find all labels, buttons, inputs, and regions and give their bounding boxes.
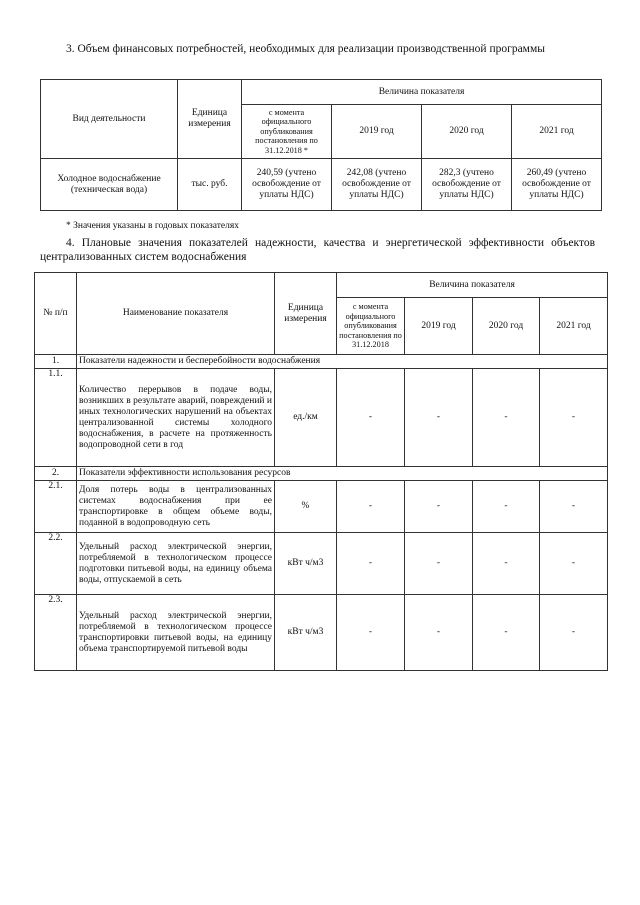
col-name-header: Наименование показателя xyxy=(77,273,275,355)
value-cell: - xyxy=(405,595,473,671)
row-num: 2.3. xyxy=(35,595,77,671)
table-row xyxy=(35,595,608,671)
table-row xyxy=(35,533,608,595)
period-header: с момента официального опубликования постановления по 31.12.2018 xyxy=(337,298,405,355)
row-num: 2.2. xyxy=(35,533,77,595)
period-header: 2019 год xyxy=(332,105,422,159)
table-row xyxy=(35,369,608,467)
unit-cell: ед./км xyxy=(275,369,337,467)
value-cell: 240,59 (учтено освобождение от уплаты НДС) xyxy=(242,159,332,211)
value-cell: - xyxy=(473,533,540,595)
period-header: 2021 год xyxy=(512,105,602,159)
indicator-name: Количество перерывов в подаче воды, возникших в результате аварий, повреждений и иных технологических нарушений на объектах централизованной системы холодного водоснабжения, в расчете на протяженность водопроводной сети в год xyxy=(77,369,275,467)
unit-cell: кВт ч/м3 xyxy=(275,595,337,671)
section4-heading: 4. Плановые значения показателей надежности, качества и энергетической эффективности объектов централизованных систем водоснабжения xyxy=(40,237,595,263)
value-cell: - xyxy=(473,369,540,467)
value-cell: - xyxy=(337,369,405,467)
value-cell: - xyxy=(405,369,473,467)
value-cell: - xyxy=(473,595,540,671)
value-cell: - xyxy=(337,481,405,533)
indicator-name: Доля потерь воды в централизованных системах водоснабжения при ее транспортировке в общем объеме воды, поданной в водопроводную сеть xyxy=(77,481,275,533)
group-title: Показатели надежности и бесперебойности водоснабжения xyxy=(77,355,608,369)
value-cell: - xyxy=(405,533,473,595)
table-row xyxy=(41,159,602,211)
group-title: Показатели эффективности использования ресурсов xyxy=(77,467,608,481)
period-header: 2020 год xyxy=(422,105,512,159)
group-num: 1. xyxy=(35,355,77,369)
section3-heading: 3. Объем финансовых потребностей, необходимых для реализации производственной программы xyxy=(66,43,545,55)
col-unit-header: Единица измерения xyxy=(275,273,337,355)
row-num: 1.1. xyxy=(35,369,77,467)
value-cell: 242,08 (учтено освобождение от уплаты НДС) xyxy=(332,159,422,211)
period-header: с момента официального опубликования постановления по 31.12.2018 * xyxy=(242,105,332,159)
value-group-header: Величина показателя xyxy=(337,273,608,298)
indicator-name: Удельный расход электрической энергии, потребляемой в технологическом процессе транспортировки питьевой воды, на единицу объема транспортируемой питьевой воды xyxy=(77,595,275,671)
group-row xyxy=(35,355,608,369)
value-group-header: Величина показателя xyxy=(242,80,602,105)
period-header: 2020 год xyxy=(473,298,540,355)
unit-cell: тыс. руб. xyxy=(178,159,242,211)
value-cell: - xyxy=(337,595,405,671)
table-row xyxy=(35,481,608,533)
indicators-table xyxy=(34,272,608,671)
value-cell: - xyxy=(540,533,608,595)
value-cell: 260,49 (учтено освобождение от уплаты НДС) xyxy=(512,159,602,211)
unit-cell: кВт ч/м3 xyxy=(275,533,337,595)
value-cell: - xyxy=(540,595,608,671)
footnote: * Значения указаны в годовых показателях xyxy=(66,221,240,231)
indicator-name: Удельный расход электрической энергии, потребляемой в технологическом процессе подготовки питьевой воды, на единицу объема воды, отпускаемой в сеть xyxy=(77,533,275,595)
period-header: 2021 год xyxy=(540,298,608,355)
value-cell: - xyxy=(405,481,473,533)
group-row xyxy=(35,467,608,481)
col-num-header: № п/п xyxy=(35,273,77,355)
financial-needs-table xyxy=(40,79,602,211)
col-unit-header: Единица измерения xyxy=(178,80,242,159)
group-num: 2. xyxy=(35,467,77,481)
value-cell: 282,3 (учтено освобождение от уплаты НДС) xyxy=(422,159,512,211)
unit-cell: % xyxy=(275,481,337,533)
activity-cell: Холодное водоснабжение (техническая вода) xyxy=(41,159,178,211)
value-cell: - xyxy=(473,481,540,533)
col-activity-header: Вид деятельности xyxy=(41,80,178,159)
period-header: 2019 год xyxy=(405,298,473,355)
value-cell: - xyxy=(540,481,608,533)
row-num: 2.1. xyxy=(35,481,77,533)
value-cell: - xyxy=(337,533,405,595)
value-cell: - xyxy=(540,369,608,467)
